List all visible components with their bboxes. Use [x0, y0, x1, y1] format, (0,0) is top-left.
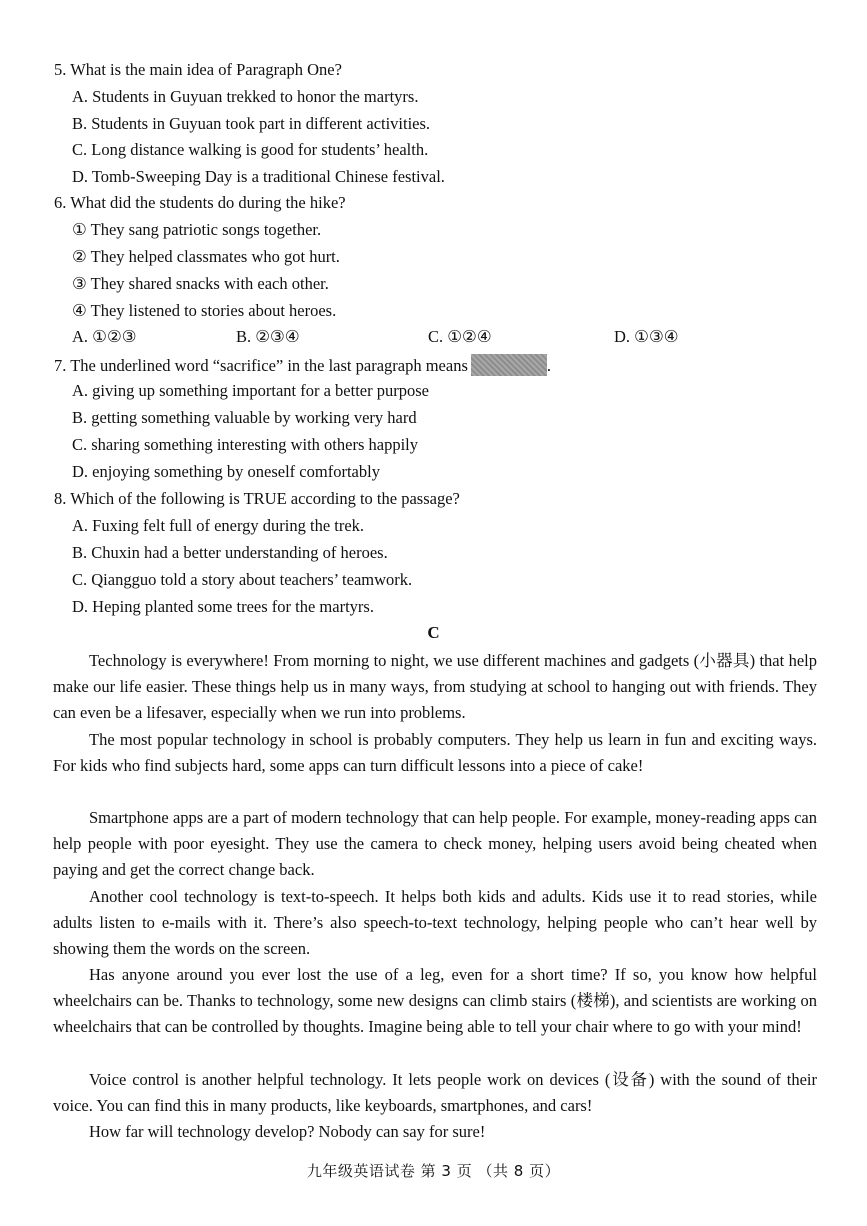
question-7-option-a: A. giving up something important for a better purpose — [72, 381, 429, 400]
question-6-item-3: ③ They shared snacks with each other. — [72, 274, 329, 293]
question-5-option-d: D. Tomb-Sweeping Day is a traditional Chinese festival. — [72, 167, 445, 186]
question-6-choice-d: D. ①③④ — [614, 327, 679, 346]
page-footer: 九年级英语试卷 第 3 页 （共 8 页） — [306, 1162, 561, 1180]
question-6-item-4: ④ They listened to stories about heroes. — [72, 301, 337, 320]
question-5-stem: 5. What is the main idea of Paragraph One? — [54, 60, 342, 79]
question-6-stem: 6. What did the students do during the hike? — [54, 193, 346, 212]
question-6-item-1: ① They sang patriotic songs together. — [72, 220, 322, 239]
question-7-option-c: C. sharing something interesting with others happily — [72, 435, 419, 454]
question-6-choice-a: A. ①②③ — [72, 327, 137, 346]
question-7-stem-end: . — [546, 356, 551, 375]
question-5-option-a: A. Students in Guyuan trekked to honor the martyrs. — [72, 87, 419, 106]
question-6-choice-b: B. ②③④ — [236, 327, 300, 346]
passage-paragraph-5: Has anyone around you ever lost the use of a leg, even for a short time? If so, you know how helpful wheelchairs can be. Thanks to technology, some new designs can climb stairs (楼梯), and scientists are working on wheelchairs that can be controlled by thoughts. Imagine being able to tell your chair where to go with your mind! — [53, 965, 817, 1037]
question-8-option-c: C. Qiangguo told a story about teachers’ teamwork. — [72, 570, 413, 589]
question-8-option-b: B. Chuxin had a better understanding of heroes. — [72, 543, 388, 562]
question-5-option-b: B. Students in Guyuan took part in different activities. — [72, 114, 431, 133]
question-6-choice-c: C. ①②④ — [428, 327, 492, 346]
passage-paragraph-6: Voice control is another helpful technology. It lets people work on devices (设备) with the sound of their voice. You can find this in many products, like keyboards, smartphones, and cars! — [53, 1070, 817, 1116]
question-7-stem — [54, 354, 551, 376]
passage-paragraph-1: Technology is everywhere! From morning to night, we use different machines and gadgets (小器具) that help make our life easier. These things help us in many ways, from studying at school to hanging out with friends. They can even be a lifesaver, especially when we run into problems. — [53, 651, 817, 723]
passage-paragraph-3: Smartphone apps are a part of modern technology that can help people. For example, money-reading apps can help people with poor eyesight. They use the camera to check money, helping users avoid being cheated when paying and get the correct change back. — [53, 808, 817, 880]
question-8-option-d: D. Heping planted some trees for the martyrs. — [72, 597, 374, 616]
question-5-option-c: C. Long distance walking is good for students’ health. — [72, 140, 429, 159]
passage-paragraph-7: How far will technology develop? Nobody can say for sure! — [89, 1122, 486, 1141]
question-8-option-a: A. Fuxing felt full of energy during the trek. — [72, 516, 365, 535]
answer-blank — [471, 354, 547, 376]
question-8-stem: 8. Which of the following is TRUE according to the passage? — [54, 489, 460, 508]
passage-paragraph-4: Another cool technology is text-to-speech. It helps both kids and adults. Kids use it to read stories, while adults listen to e-mails with it. There’s also speech-to-text technology, helping people who can’t hear well by showing them the words on the screen. — [53, 887, 817, 959]
question-7-option-d: D. enjoying something by oneself comfortably — [72, 462, 380, 481]
question-7-option-b: B. getting something valuable by working very hard — [72, 408, 417, 427]
passage-paragraph-2: The most popular technology in school is probably computers. They help us learn in fun and exciting ways. For kids who find subjects hard, some apps can turn difficult lessons into a piece of cake! — [53, 730, 817, 776]
question-6-item-2: ② They helped classmates who got hurt. — [72, 247, 340, 266]
section-heading: C — [427, 623, 440, 642]
question-7-stem-text: 7. The underlined word “sacrifice” in the last paragraph means — [54, 356, 468, 375]
